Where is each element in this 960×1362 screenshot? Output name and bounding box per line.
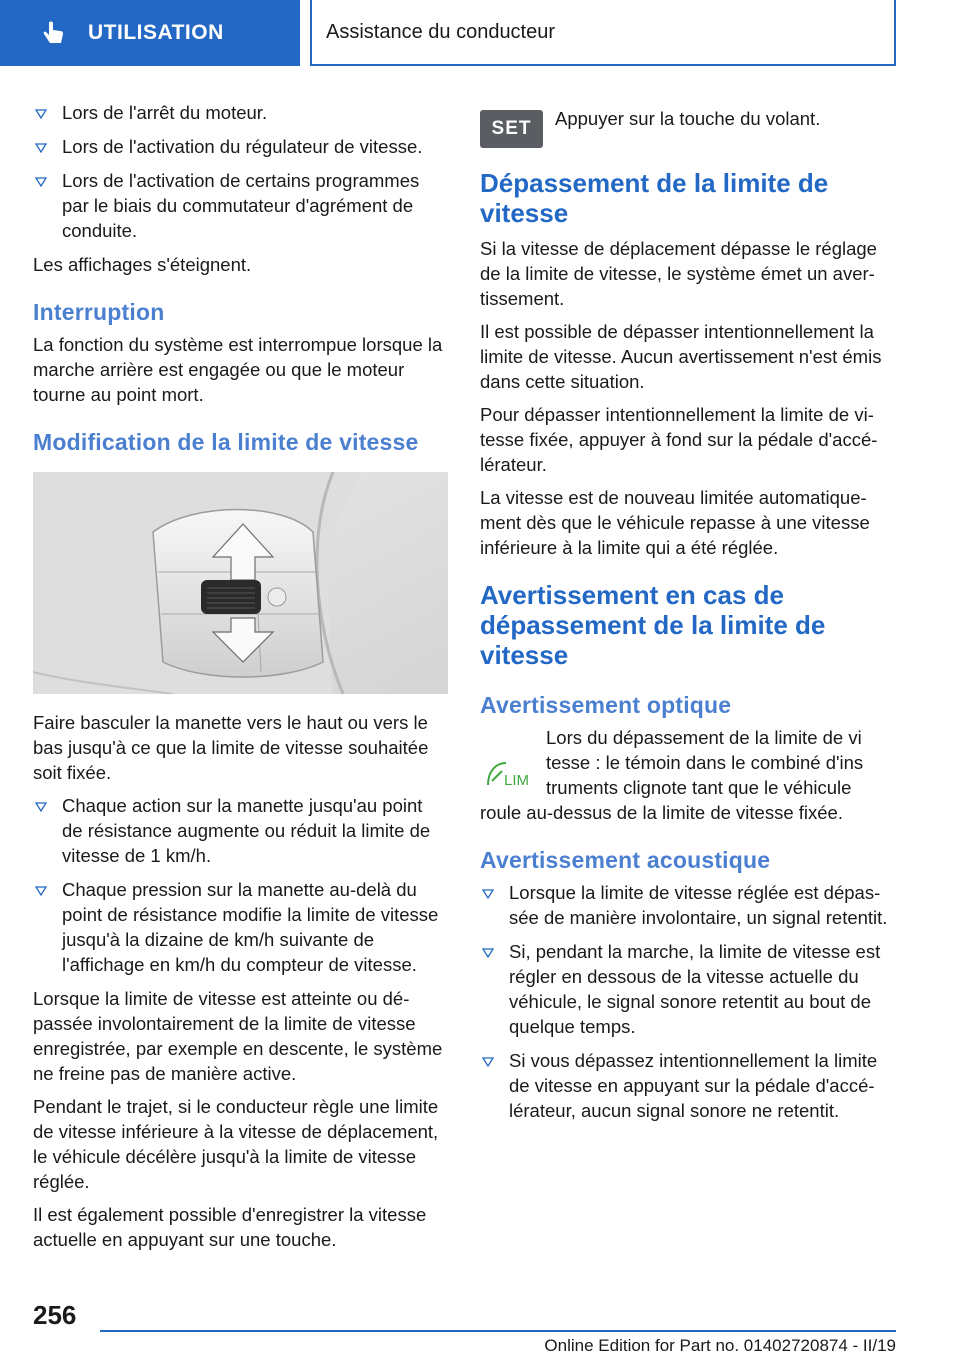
page-number: 256 <box>33 1300 77 1330</box>
list-item: Lorsque la limite de vitesse réglée est dépassée de manière involontaire, un signal retentit. <box>480 880 892 930</box>
triangle-bullet-icon <box>35 802 47 812</box>
paragraph-interruption: La fonction du système est interrompue lorsque la marche arrière est engagée ou que le moteur tourne au point mort. <box>33 334 443 405</box>
heading-avertissement: Avertissement en cas de dépassement de la limite de vitesse <box>480 580 826 670</box>
header-section-tab <box>0 0 300 66</box>
paragraph-enregistrer: Il est également possible d'enregistrer la vitesse actuelle en appuyant sur une touche. <box>33 1204 427 1250</box>
set-button-icon: SET <box>480 110 543 148</box>
paragraph-dep2: Il est possible de dépasser intentionnellement la limite de vitesse. Aucun avertissement n'est émis dans cette situation. <box>480 321 882 392</box>
list-item: Lors de l'activation de certains programmes par le biais du commutateur d'agrément de conduite. <box>33 168 448 243</box>
triangle-bullet-icon <box>482 889 494 899</box>
steering-wheel-control-photo <box>33 472 448 694</box>
lim-warning-block <box>480 725 892 825</box>
set-key-row <box>480 100 892 148</box>
header-section-label: UTILISATION <box>88 21 224 44</box>
optique-line-3: truments clignote tant que le véhicule <box>546 777 852 798</box>
triangle-bullet-icon <box>35 109 47 119</box>
list-item: Lors de l'arrêt du moteur. <box>33 100 448 125</box>
heading-optique: Avertissement optique <box>480 692 732 718</box>
hand-pointer-icon <box>40 19 68 47</box>
list-item: Chaque pression sur la manette au-delà du point de résistance modifie la limite de vitesse jusqu'à la dizaine de km/h suivante de l'affichage en km/h du compteur de vitesse. <box>33 877 448 977</box>
list-item: Lors de l'activation du régulateur de vitesse. <box>33 134 448 159</box>
heading-interruption: Interruption <box>33 299 165 325</box>
footer-divider <box>100 1330 896 1332</box>
set-instruction: Appuyer sur la touche du volant. <box>555 108 821 129</box>
paragraph-trajet: Pendant le trajet, si le conducteur règle une limite de vitesse inférieure à la vitesse de déplacement, le véhicule décélère jusqu'à la limite de vitesse réglée. <box>33 1096 439 1192</box>
svg-text:LIM: LIM <box>504 772 530 789</box>
triangle-bullet-icon <box>35 886 47 896</box>
triangle-bullet-icon <box>482 948 494 958</box>
optique-line-4: roule au-dessus de la limite de vitesse fixée. <box>480 802 843 823</box>
optique-line-1: Lors du dépassement de la limite de vi <box>546 727 862 748</box>
triangle-bullet-icon <box>35 177 47 187</box>
list-item: Chaque action sur la manette jusqu'au point de résistance augmente ou réduit la limite de vitesse de 1 km/h. <box>33 793 448 868</box>
page-title: Assistance du conducteur <box>326 20 556 43</box>
right-column <box>480 100 892 1132</box>
paragraph-dep1: Si la vitesse de déplacement dépasse le réglage de la limite de vitesse, le système émet un avertissement. <box>480 238 877 309</box>
header-title-box <box>310 0 896 66</box>
paragraph-affichages: Les affichages s'éteignent. <box>33 254 252 275</box>
heading-acoustique: Avertissement acoustique <box>480 847 771 873</box>
list-item: Si vous dépassez intentionnellement la limite de vitesse en appuyant sur la pédale d'accélérateur, aucun signal sonore ne retentit. <box>480 1048 892 1123</box>
heading-depassement: Dépassement de la limite de vitesse <box>480 168 829 228</box>
bullet-list-deactivation <box>33 100 448 243</box>
list-item: Si, pendant la marche, la limite de vitesse est régler en dessous de la vitesse actuelle du véhicule, le signal sonore retentit au bout de quelque temps. <box>480 939 892 1039</box>
paragraph-atteinte: Lorsque la limite de vitesse est atteinte ou dépassée involontairement de la limite de vitesse enregistrée, par exemple en descente, le système ne freine pas de manière active. <box>33 988 443 1084</box>
heading-modification: Modification de la limite de vitesse <box>33 429 419 455</box>
bullet-list-manette <box>33 793 448 977</box>
left-column <box>33 100 448 1260</box>
triangle-bullet-icon <box>35 143 47 153</box>
paragraph-basculer: Faire basculer la manette vers le haut ou vers le bas jusqu'à ce que la limite de vitesse souhaitée soit fixée. <box>33 712 429 783</box>
footer-edition: Online Edition for Part no. 01402720874 - II/19 <box>544 1336 896 1355</box>
paragraph-dep4: La vitesse est de nouveau limitée automatiquement dès que le véhicule repasse à une vitesse inférieure à la limite qui a été réglée. <box>480 487 870 558</box>
speed-limit-lim-icon <box>484 759 536 789</box>
triangle-bullet-icon <box>482 1057 494 1067</box>
bullet-list-acoustique <box>480 880 892 1123</box>
paragraph-dep3: Pour dépasser intentionnellement la limite de vitesse fixée, appuyer à fond sur la pédale d'accélérateur. <box>480 404 878 475</box>
optique-line-2: tesse : le témoin dans le combiné d'ins <box>546 752 864 773</box>
